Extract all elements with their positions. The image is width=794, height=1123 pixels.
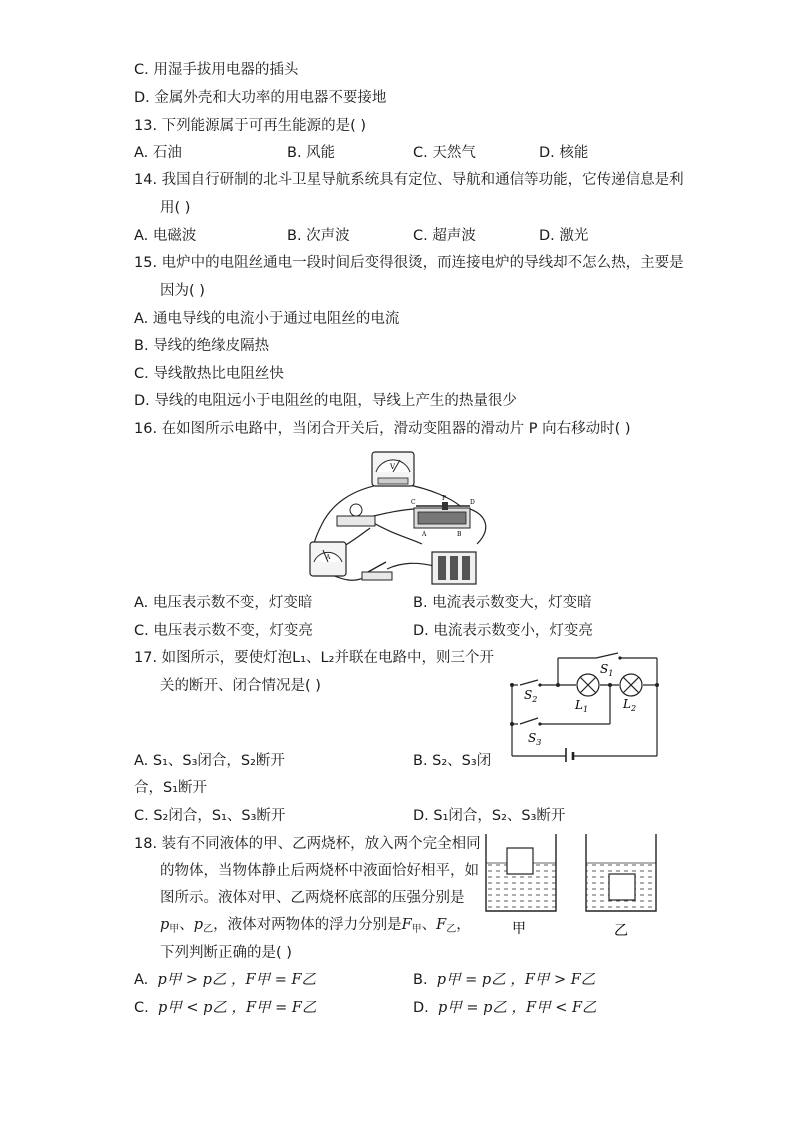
rheostat-terminal-d: D xyxy=(470,499,475,506)
q17-stem-line2: 关的断开、闭合情况是( ) xyxy=(160,678,321,694)
beaker-jia xyxy=(486,834,556,911)
object-cube xyxy=(609,874,635,900)
q17-option-c: C. S₂闭合，S₁、S₃断开 xyxy=(134,808,286,824)
q14-option-c: C. 超声波 xyxy=(413,228,476,244)
option-letter: D. xyxy=(413,1000,429,1016)
q17-circuit-figure xyxy=(500,652,664,762)
q14-stem-line2: 用( ) xyxy=(160,200,191,216)
wire xyxy=(387,563,434,569)
q17-stem-line1: 17. 如图所示，要使灯泡L₁、L₂并联在电路中，则三个开 xyxy=(134,650,494,666)
label-s3: $S_3$ xyxy=(528,731,542,747)
rheostat-terminal-b: B xyxy=(457,531,462,538)
symbol-p: p xyxy=(193,917,204,933)
q13-stem: 13. 下列能源属于可再生能源的是( ) xyxy=(134,118,367,134)
q18-beakers-figure xyxy=(480,832,662,940)
q16-option-a: A. 电压表示数不变，灯变暗 xyxy=(134,595,313,611)
option-letter: A. xyxy=(134,972,149,988)
switch-icon xyxy=(362,562,392,580)
option-letter: C. xyxy=(134,1000,149,1016)
q12-option-c: C. 用湿手拔用电器的插头 xyxy=(134,62,299,78)
q13-option-c: C. 天然气 xyxy=(413,145,476,161)
option-letter: B. xyxy=(413,972,428,988)
q16-option-d: D. 电流表示数变小，灯变亮 xyxy=(413,623,593,639)
q18-stem-line4 xyxy=(160,915,471,940)
q15-option-b: B. 导线的绝缘皮隔热 xyxy=(134,338,270,354)
option-formula: p甲 > p乙 ，F甲 = F乙 xyxy=(157,972,317,988)
q14-stem-line1: 14. 我国自行研制的北斗卫星导航系统具有定位、导航和通信等功能，它传递信息是利 xyxy=(134,172,684,188)
q15-option-d: D. 导线的电阻远小于电阻丝的电阻，导线上产生的热量很少 xyxy=(134,393,517,409)
q16-option-b: B. 电流表示数变大，灯变暗 xyxy=(413,595,592,611)
q17-option-a: A. S₁、S₃闭合，S₂断开 xyxy=(134,753,285,769)
lamp-l2-icon xyxy=(620,674,642,696)
q14-option-d: D. 激光 xyxy=(539,228,589,244)
q14-option-a: A. 电磁波 xyxy=(134,228,197,244)
subscript: 甲 xyxy=(169,924,180,935)
label-l1: $L_1$ xyxy=(575,698,589,714)
q18-stem-line2: 的物体，当物体静止后两烧杯中液面恰好相平，如 xyxy=(160,863,479,879)
rheostat-terminal-c: C xyxy=(411,499,416,506)
q18-option-c xyxy=(134,998,316,1018)
object-cube xyxy=(507,848,533,874)
label-l2: $L_2$ xyxy=(623,697,637,713)
option-formula: p甲 = p乙 ，F甲 > F乙 xyxy=(436,972,596,988)
rheostat-icon xyxy=(411,495,475,538)
q17-option-b-line2: 合，S₁断开 xyxy=(134,780,208,796)
beaker-yi xyxy=(586,834,656,911)
separator: 、 xyxy=(179,917,194,933)
rheostat-slider-p: P xyxy=(442,495,447,502)
q15-option-a: A. 通电导线的电流小于通过电阻丝的电流 xyxy=(134,311,400,327)
subscript: 乙 xyxy=(446,924,457,935)
beaker-label-yi: 乙 xyxy=(614,923,628,939)
rheostat-terminal-a: A xyxy=(422,531,427,538)
q18-stem-line3: 图所示。液体对甲、乙两烧杯底部的压强分别是 xyxy=(160,890,465,906)
q18-option-b xyxy=(413,970,595,990)
symbol-p: p xyxy=(160,917,170,933)
q13-option-b: B. 风能 xyxy=(287,145,336,161)
label-s1: $S_1$ xyxy=(600,662,614,678)
q15-stem-line2: 因为( ) xyxy=(160,283,205,299)
q15-stem-line1: 15. 电炉中的电阻丝通电一段时间后变得很烫，而连接电炉的导线却不怎么热，主要是 xyxy=(134,255,684,271)
q15-option-c: C. 导线散热比电阻丝快 xyxy=(134,366,284,382)
q17-option-d: D. S₁闭合，S₂、S₃断开 xyxy=(413,808,566,824)
beaker-label-jia: 甲 xyxy=(512,921,526,937)
stem-text: ，液体对两物体的浮力分别是 xyxy=(213,917,402,933)
separator: ， xyxy=(456,917,471,933)
q18-option-a xyxy=(134,970,316,990)
label-s2: $S_2$ xyxy=(524,688,538,704)
q13-option-a: A. 石油 xyxy=(134,145,182,161)
option-formula: p甲 < p乙 ，F甲 = F乙 xyxy=(157,1000,317,1016)
q13-option-d: D. 核能 xyxy=(539,145,589,161)
q16-stem: 16. 在如图所示电路中，当闭合开关后，滑动变阻器的滑动片 P 向右移动时( ) xyxy=(134,421,631,437)
ammeter-label: A xyxy=(326,554,331,561)
q18-stem-line1: 18. 装有不同液体的甲、乙两烧杯，放入两个完全相同 xyxy=(134,836,481,852)
q12-option-d: D. 金属外壳和大功率的用电器不要接地 xyxy=(134,90,387,106)
q18-stem-line5: 下列判断正确的是( ) xyxy=(160,945,292,961)
lamp-icon xyxy=(337,504,375,526)
q16-circuit-figure xyxy=(292,444,502,590)
separator: 、 xyxy=(421,917,437,933)
q18-option-d xyxy=(413,998,597,1018)
subscript: 乙 xyxy=(203,924,214,935)
lamp-l1-icon xyxy=(577,674,599,696)
ammeter-icon xyxy=(310,542,346,576)
battery-icon xyxy=(432,552,476,584)
symbol-f: F xyxy=(436,917,447,933)
q16-option-c: C. 电压表示数不变，灯变亮 xyxy=(134,623,313,639)
q14-option-b: B. 次声波 xyxy=(287,228,350,244)
option-formula: p甲 = p乙 ，F甲 < F乙 xyxy=(438,1000,597,1016)
symbol-f: F xyxy=(401,917,412,933)
voltmeter-icon xyxy=(372,452,414,486)
q17-option-b-line1: B. S₂、S₃闭 xyxy=(413,753,492,769)
voltmeter-label: V xyxy=(390,463,396,471)
subscript: 甲 xyxy=(411,924,422,935)
